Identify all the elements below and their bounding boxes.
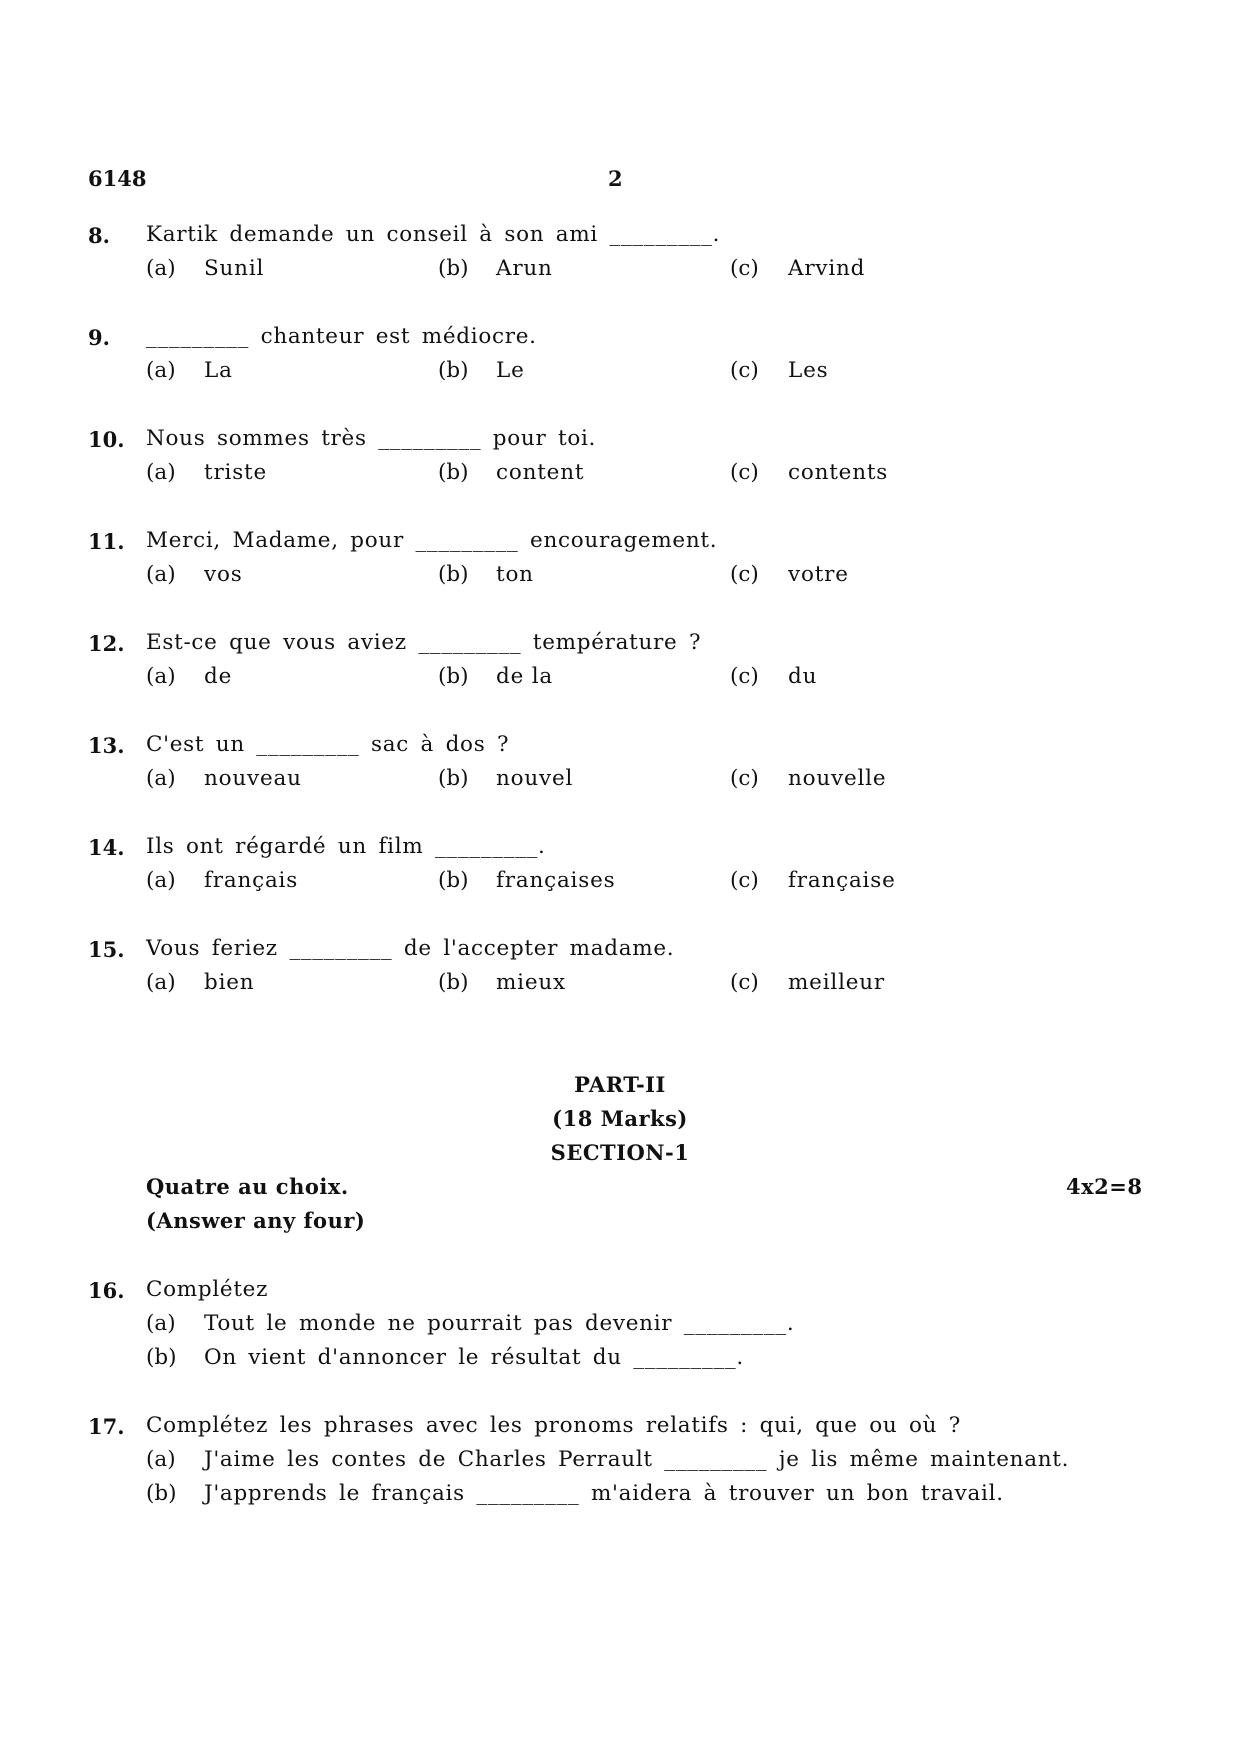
option-text: mieux [496, 970, 566, 995]
option-letter: (c) [730, 664, 759, 689]
item-text: On vient d'annoncer le résultat du _________. [204, 1345, 744, 1370]
option-letter: (a) [146, 562, 176, 587]
question-stem: Est-ce que vous aviez _________ température ? [146, 630, 702, 655]
part-marks: (18 Marks) [552, 1106, 688, 1131]
marks-scheme: 4x2=8 [1066, 1174, 1143, 1199]
option-text: Sunil [204, 256, 265, 281]
question-stem: _________ chanteur est médiocre. [146, 324, 537, 349]
option-text: votre [788, 562, 849, 587]
option-letter: (b) [438, 664, 469, 689]
option-letter: (c) [730, 358, 759, 383]
option-letter: (a) [146, 766, 176, 791]
option-text: françaises [496, 868, 616, 893]
question-stem: Complétez [146, 1277, 269, 1302]
question-number: 11. [88, 529, 125, 554]
part-title: PART-II [574, 1072, 666, 1097]
item-text: J'aime les contes de Charles Perrault _________ je lis même maintenant. [204, 1447, 1070, 1472]
option-letter: (b) [438, 970, 469, 995]
option-letter: (c) [730, 766, 759, 791]
question-stem: Ils ont régardé un film _________. [146, 834, 546, 859]
question-number: 17. [88, 1414, 125, 1439]
option-letter: (b) [438, 868, 469, 893]
option-letter: (c) [730, 256, 759, 281]
option-letter: (c) [730, 970, 759, 995]
instruction-english: (Answer any four) [146, 1208, 366, 1233]
instruction-french: Quatre au choix. [146, 1174, 349, 1199]
option-text: nouvelle [788, 766, 887, 791]
option-text: Arvind [788, 256, 866, 281]
option-letter: (a) [146, 664, 176, 689]
option-letter: (b) [438, 358, 469, 383]
question-number: 13. [88, 733, 125, 758]
item-letter: (b) [146, 1345, 177, 1370]
item-text: J'apprends le français _________ m'aidera à trouver un bon travail. [204, 1481, 1004, 1506]
question-number: 16. [88, 1278, 125, 1303]
option-text: triste [204, 460, 267, 485]
question-stem: Vous feriez _________ de l'accepter madame. [146, 936, 675, 961]
option-text: nouveau [204, 766, 302, 791]
option-letter: (c) [730, 562, 759, 587]
question-stem: Nous sommes très _________ pour toi. [146, 426, 597, 451]
question-number: 12. [88, 631, 125, 656]
question-stem: Complétez les phrases avec les pronoms relatifs : qui, que ou où ? [146, 1413, 961, 1438]
item-letter: (a) [146, 1311, 176, 1336]
option-letter: (c) [730, 868, 759, 893]
option-text: vos [204, 562, 243, 587]
option-text: ton [496, 562, 534, 587]
question-number: 8. [88, 223, 110, 248]
item-letter: (a) [146, 1447, 176, 1472]
question-stem: C'est un _________ sac à dos ? [146, 732, 510, 757]
option-text: Le [496, 358, 525, 383]
option-text: Arun [496, 256, 553, 281]
question-number: 9. [88, 325, 110, 350]
option-letter: (b) [438, 562, 469, 587]
option-text: nouvel [496, 766, 574, 791]
option-text: La [204, 358, 233, 383]
option-text: content [496, 460, 585, 485]
option-letter: (a) [146, 868, 176, 893]
option-letter: (c) [730, 460, 759, 485]
question-stem: Kartik demande un conseil à son ami _________. [146, 222, 721, 247]
option-letter: (a) [146, 970, 176, 995]
item-text: Tout le monde ne pourrait pas devenir _________. [204, 1311, 795, 1336]
option-text: du [788, 664, 818, 689]
paper-code: 6148 [88, 166, 147, 191]
option-text: française [788, 868, 896, 893]
page-number: 2 [608, 166, 623, 191]
option-letter: (a) [146, 460, 176, 485]
item-letter: (b) [146, 1481, 177, 1506]
section-title: SECTION-1 [550, 1140, 690, 1165]
option-text: contents [788, 460, 889, 485]
option-letter: (b) [438, 460, 469, 485]
option-text: de [204, 664, 233, 689]
option-letter: (a) [146, 256, 176, 281]
question-number: 10. [88, 427, 125, 452]
option-letter: (a) [146, 358, 176, 383]
question-stem: Merci, Madame, pour _________ encouragement. [146, 528, 718, 553]
option-text: Les [788, 358, 829, 383]
option-letter: (b) [438, 766, 469, 791]
option-text: français [204, 868, 299, 893]
option-text: meilleur [788, 970, 885, 995]
option-letter: (b) [438, 256, 469, 281]
option-text: bien [204, 970, 255, 995]
question-number: 15. [88, 937, 125, 962]
option-text: de la [496, 664, 554, 689]
question-number: 14. [88, 835, 125, 860]
